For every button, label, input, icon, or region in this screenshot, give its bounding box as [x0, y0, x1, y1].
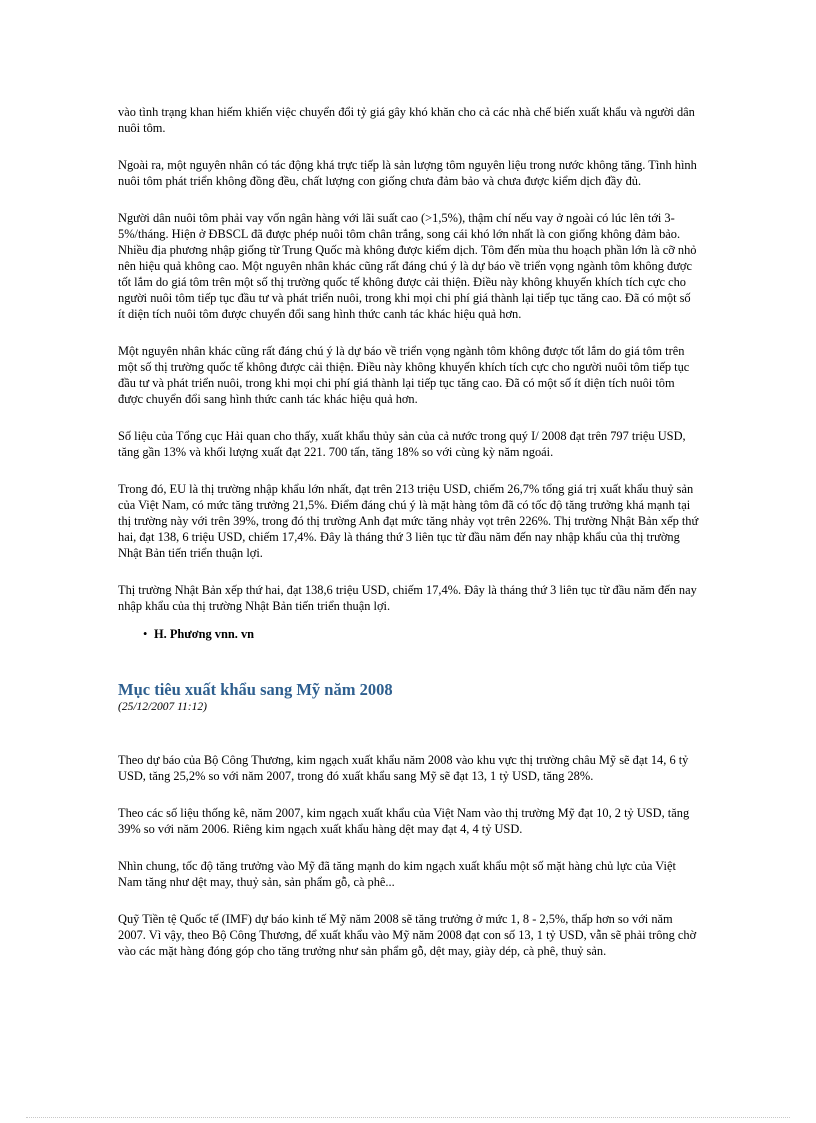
paragraph: Số liệu của Tổng cục Hải quan cho thấy, xuất khẩu thủy sản của cả nước trong quý I/ 2008 đạt trên 797 triệu USD, tăng gần 13% và khối lượng xuất đạt 221. 700 tấn, tăng 18% so với cùng kỳ năm ngoái.: [118, 429, 686, 459]
page-bottom-divider: [26, 1117, 790, 1118]
document-body: [118, 104, 700, 980]
author-credit-text: H. Phương vnn. vn: [154, 627, 255, 641]
paragraph: Ngoài ra, một nguyên nhân có tác động khá trực tiếp là sản lượng tôm nguyên liệu trong nước không tăng. Tình hình nuôi tôm phát triển không đồng đều, chất lượng con giống chưa đảm bảo và chưa được kiểm dịch đầy đủ.: [118, 158, 697, 188]
paragraph: Nhìn chung, tốc độ tăng trưởng vào Mỹ đã tăng mạnh do kim ngạch xuất khẩu một số mặt hàng chủ lực của Việt Nam tăng như dệt may, thuỷ sản, sản phẩm gỗ, cà phê...: [118, 859, 676, 889]
shrimp-export-section: [118, 104, 700, 642]
paragraph: Người dân nuôi tôm phải vay vốn ngân hàng với lãi suất cao (>1,5%), thậm chí nếu vay ở ngoài có lúc lên tới 3-5%/tháng. Hiện ở ĐBSCL đã được phép nuôi tôm chân trắng, song cái khó lớn nhất là con giống không đảm bảo. Nhiều địa phương nhập giống từ Trung Quốc mà không được kiểm dịch. Tôm đến mùa thu hoạch phần lớn là cỡ nhỏ nên hiệu quả không cao. Một nguyên nhân khác cũng rất đáng chú ý là dự báo về triển vọng ngành tôm không được tốt lắm do giá tôm trên một số thị trường quốc tế không được cải thiện. Điều này không khuyến khích tích cực cho người nuôi tôm tiếp tục đầu tư và phát triển nuôi, trong khi mọi chi phí giá thành lại tiếp tục tăng cao. Đã có một số ít diện tích nuôi tôm được chuyển đổi sang hình thức canh tác khác hiệu quả hơn.: [118, 211, 697, 321]
bullet-icon: •: [143, 627, 148, 641]
article-title: Mục tiêu xuất khẩu sang Mỹ năm 2008: [118, 680, 393, 699]
us-export-section: [118, 680, 700, 959]
paragraph: Thị trường Nhật Bản xếp thứ hai, đạt 138,6 triệu USD, chiếm 17,4%. Đây là tháng thứ 3 liên tục từ đầu năm đến nay nhập khẩu của thị trường Nhật Bản tiến triển thuận lợi.: [118, 583, 697, 613]
paragraph: vào tình trạng khan hiếm khiến việc chuyển đổi tỷ giá gây khó khăn cho cả các nhà chế biến xuất khẩu và người dân nuôi tôm.: [118, 105, 695, 135]
article-date: (25/12/2007 11:12): [118, 701, 207, 713]
author-list: [118, 626, 700, 642]
paragraph: Theo dự báo của Bộ Công Thương, kim ngạch xuất khẩu năm 2008 vào khu vực thị trường châu Mỹ sẽ đạt 14, 6 tỷ USD, tăng 25,2% so với năm 2007, trong đó xuất khẩu sang Mỹ sẽ đạt 13, 1 tỷ USD, tăng 28%.: [118, 753, 689, 783]
paragraph: Trong đó, EU là thị trường nhập khẩu lớn nhất, đạt trên 213 triệu USD, chiếm 26,7% tổng giá trị xuất khẩu thuỷ sản của Việt Nam, có mức tăng trưởng 21,5%. Điểm đáng chú ý là mặt hàng tôm đã có tốc độ tăng trưởng khá mạnh tại thị trường này với trên 39%, trong đó thị trường Anh đạt mức tăng nhảy vọt trên 226%. Thị trường Nhật Bản xếp thứ hai, đạt 138, 6 triệu USD, chiếm 17,4%. Đây là tháng thứ 3 liên tục từ đầu năm đến nay nhập khẩu của thị trường Nhật Bản tiến triển thuận lợi.: [118, 482, 699, 560]
paragraph: Một nguyên nhân khác cũng rất đáng chú ý là dự báo về triển vọng ngành tôm không được tốt lắm do giá tôm trên một số thị trường quốc tế không được cải thiện. Điều này không khuyến khích tích cực cho người nuôi tôm tiếp tục đầu tư và phát triển nuôi, trong khi mọi chi phí giá thành lại tiếp tục tăng cao. Đã có một số ít diện tích nuôi tôm được chuyển đổi sang hình thức canh tác khác hiệu quả hơn.: [118, 344, 690, 406]
paragraph: Quỹ Tiền tệ Quốc tế (IMF) dự báo kinh tế Mỹ năm 2008 sẽ tăng trưởng ở mức 1, 8 - 2,5%, thấp hơn so với năm 2007. Vì vậy, theo Bộ Công Thương, để xuất khẩu vào Mỹ năm 2008 đạt con số 13, 1 tỷ USD, vẫn sẽ phải trông chờ vào các mặt hàng đóng góp cho tăng trưởng như sản phẩm gỗ, dệt may, giày dép, cà phê, thuỷ sản.: [118, 912, 697, 958]
author-credit: [118, 626, 700, 642]
paragraph: Theo các số liệu thống kê, năm 2007, kim ngạch xuất khẩu của Việt Nam vào thị trường Mỹ đạt 10, 2 tỷ USD, tăng 39% so với năm 2006. Riêng kim ngạch xuất khẩu hàng dệt may đạt 4, 4 tỷ USD.: [118, 806, 690, 836]
